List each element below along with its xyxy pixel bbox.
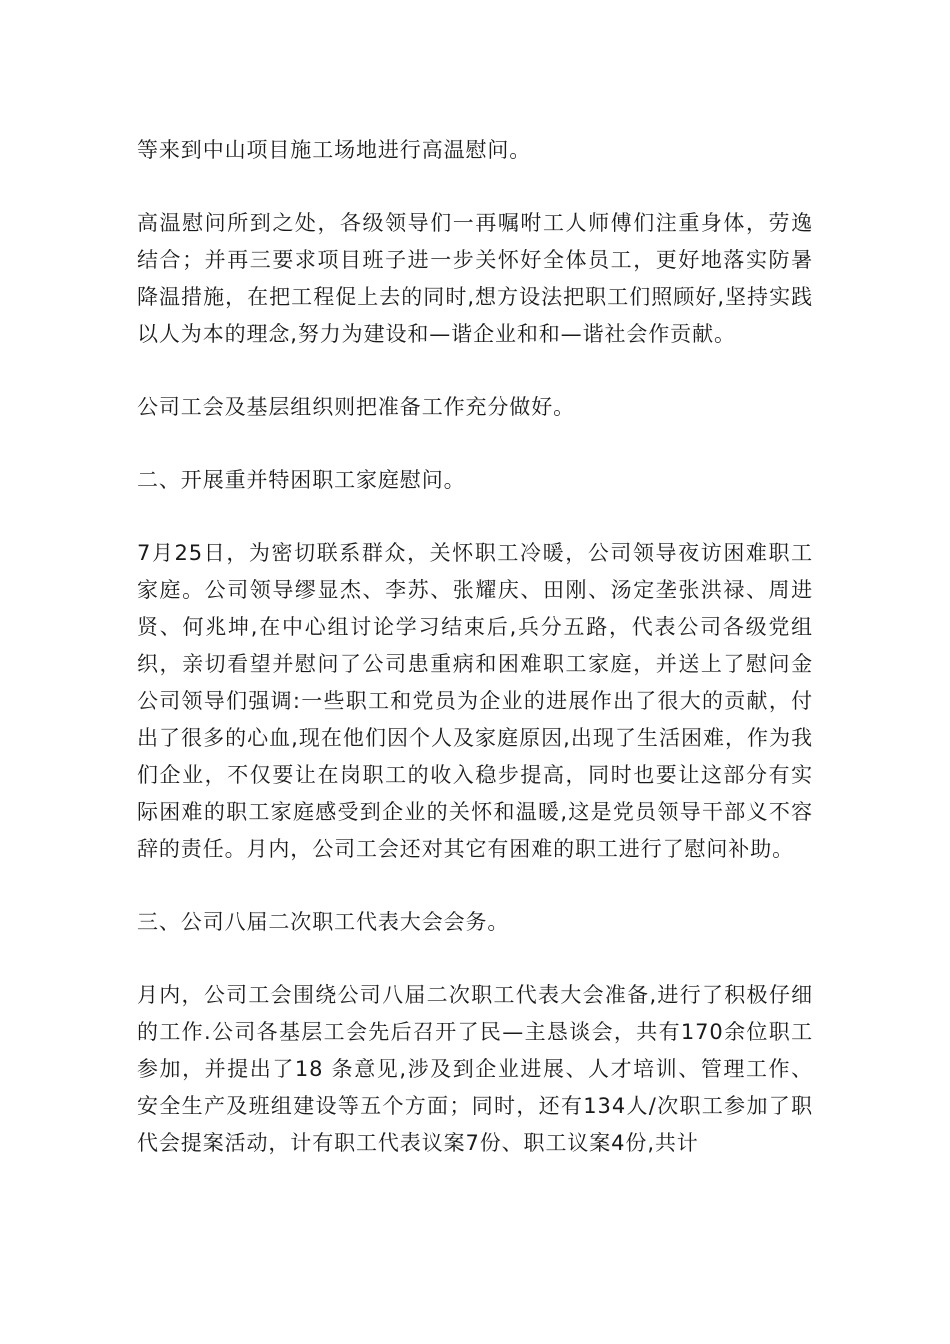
paragraph-5: 月内，公司工会围绕公司八届二次职工代表大会准备,进行了积极仔细的工作.公司各基层工会先后召开了民—主恳谈会，共有170余位职工参加，并提出了18 条意见,涉及到企业进展、人才培训、管理工作、安全生产及班组建设等五个方面；同时，还有134人/次职工参加了职代会提案活动，计有职工代表议案7份、职工议案4份,共计 bbox=[137, 983, 813, 1155]
section-heading-2: 二、开展重并特困职工家庭慰问。 bbox=[137, 468, 466, 492]
document-body bbox=[137, 132, 813, 1198]
paragraph-2: 高温慰问所到之处，各级领导们一再嘱咐工人师傅们注重身体，劳逸结合；并再三要求项目班子进一步关怀好全体员工，更好地落实防暑降温措施，在把工程促上去的同时,想方设法把职工们照顾好,坚持实践以人为本的理念,努力为建设和—谐企业和和—谐社会作贡献。 bbox=[137, 211, 813, 346]
paragraph-4: 7月25日，为密切联系群众，关怀职工冷暖，公司领导夜访困难职工家庭。公司领导缪显杰、李苏、张耀庆、田刚、汤定垄张洪禄、周进贤、何兆坤,在中心组讨论学习结束后,兵分五路，代表公司各级党组织，亲切看望并慰问了公司患重病和困难职工家庭，并送上了慰问金公司领导们强调:一些职工和党员为企业的进展作出了很大的贡献，付出了很多的心血,现在他们因个人及家庭原因,出现了生活困难，作为我们企业，不仅要让在岗职工的收入稳步提高，同时也要让这部分有实际困难的职工家庭感受到企业的关怀和温暖,这是党员领导干部义不容辞的责任。月内，公司工会还对其它有困难的职工进行了慰问补助。 bbox=[137, 541, 813, 861]
paragraph-1: 等来到中山项目施工场地进行高温慰问。 bbox=[137, 138, 532, 162]
paragraph-3: 公司工会及基层组织则把准备工作充分做好。 bbox=[137, 395, 575, 419]
section-heading-3: 三、公司八届二次职工代表大会会务。 bbox=[137, 910, 510, 934]
